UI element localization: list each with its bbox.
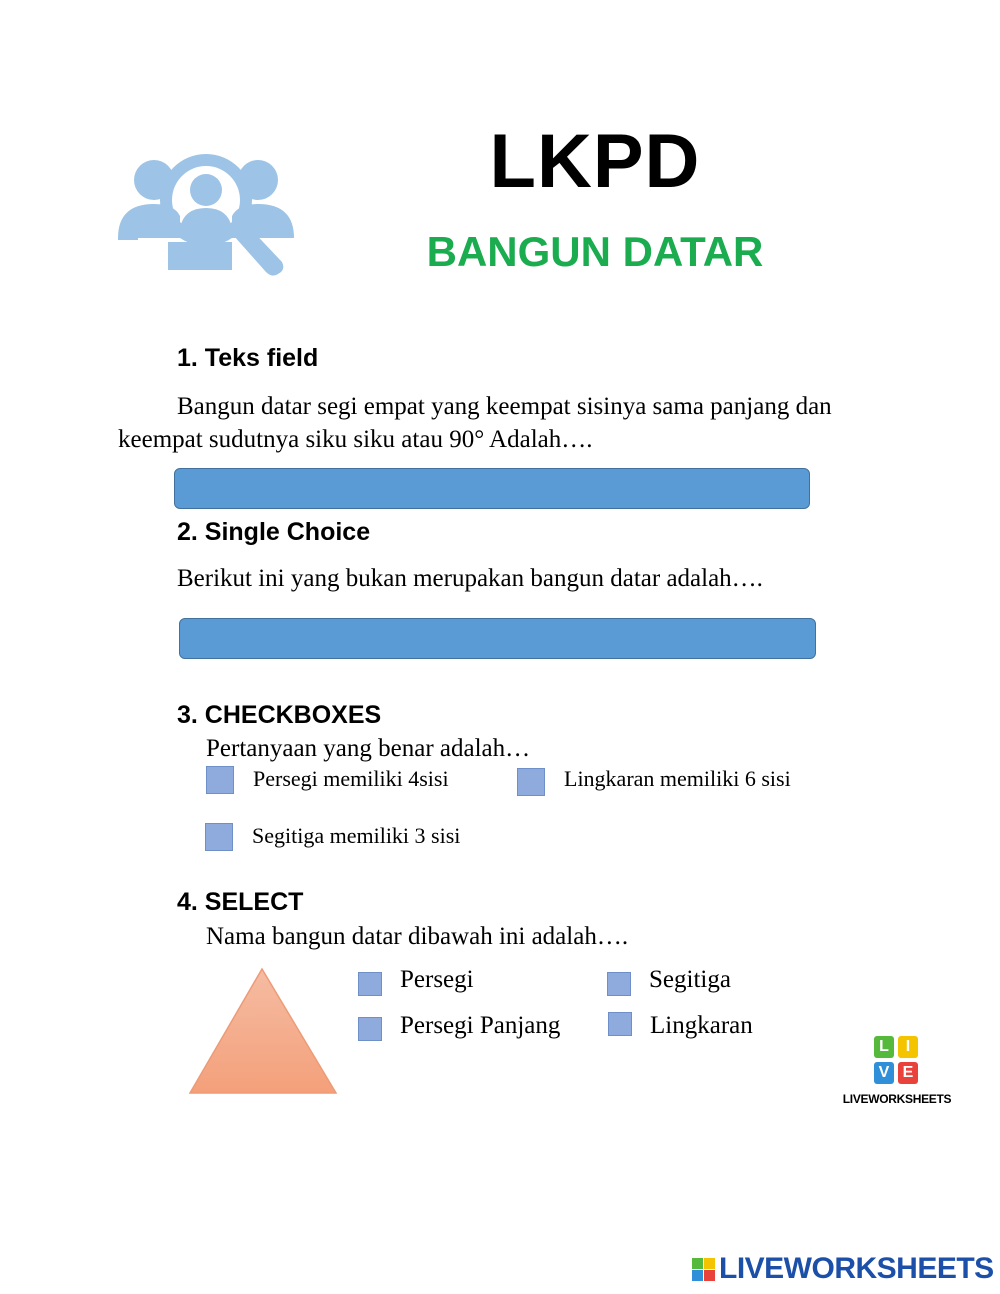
page-title: LKPD	[489, 119, 701, 204]
select-option-lingkaran[interactable]	[608, 1012, 632, 1036]
page-subtitle: BANGUN DATAR	[426, 228, 764, 275]
logo-letter-l: L	[874, 1036, 894, 1058]
question-2-answer-field[interactable]	[179, 618, 816, 659]
select-option-lingkaran-label: Lingkaran	[650, 1012, 753, 1039]
footer-brand-text: LIVEWORKSHEETS	[719, 1252, 994, 1285]
liveworksheets-logo	[842, 1036, 952, 1112]
select-option-persegi-panjang[interactable]	[358, 1017, 382, 1041]
question-2-heading: 2. Single Choice	[177, 518, 371, 546]
select-option-persegi-panjang-label: Persegi Panjang	[400, 1012, 561, 1039]
checkbox-option-1-label: Persegi memiliki 4sisi	[253, 766, 449, 791]
question-3-text: Pertanyaan yang benar adalah…	[206, 735, 531, 762]
footer-logo-icon	[692, 1258, 716, 1282]
checkbox-option-3[interactable]	[205, 823, 233, 851]
select-option-segitiga-label: Segitiga	[649, 966, 731, 993]
question-2-text: Berikut ini yang bukan merupakan bangun datar adalah….	[177, 565, 763, 592]
triangle-shape	[188, 967, 338, 1095]
logo-letter-i: I	[898, 1036, 918, 1058]
checkbox-option-2-label: Lingkaran memiliki 6 sisi	[564, 766, 791, 791]
question-1-text-line-2: keempat sudutnya siku siku atau 90° Adalah….	[118, 426, 593, 453]
people-search-icon	[118, 150, 294, 282]
question-4-text: Nama bangun datar dibawah ini adalah….	[206, 923, 629, 950]
logo-text: LIVEWORKSHEETS	[842, 1092, 952, 1106]
checkbox-option-1[interactable]	[206, 766, 234, 794]
checkbox-option-2[interactable]	[517, 768, 545, 796]
logo-letter-v: V	[874, 1062, 894, 1084]
question-1-heading: 1. Teks field	[177, 344, 319, 372]
select-option-segitiga[interactable]	[607, 972, 631, 996]
checkbox-option-3-label: Segitiga memiliki 3 sisi	[252, 823, 461, 848]
logo-letter-e: E	[898, 1062, 918, 1084]
question-1-answer-field[interactable]	[174, 468, 810, 509]
question-4-heading: 4. SELECT	[177, 888, 304, 916]
select-option-persegi[interactable]	[358, 972, 382, 996]
question-1-text-line-1: Bangun datar segi empat yang keempat sisinya sama panjang dan	[177, 393, 832, 420]
select-option-persegi-label: Persegi	[400, 966, 474, 993]
question-3-heading: 3. CHECKBOXES	[177, 701, 382, 729]
